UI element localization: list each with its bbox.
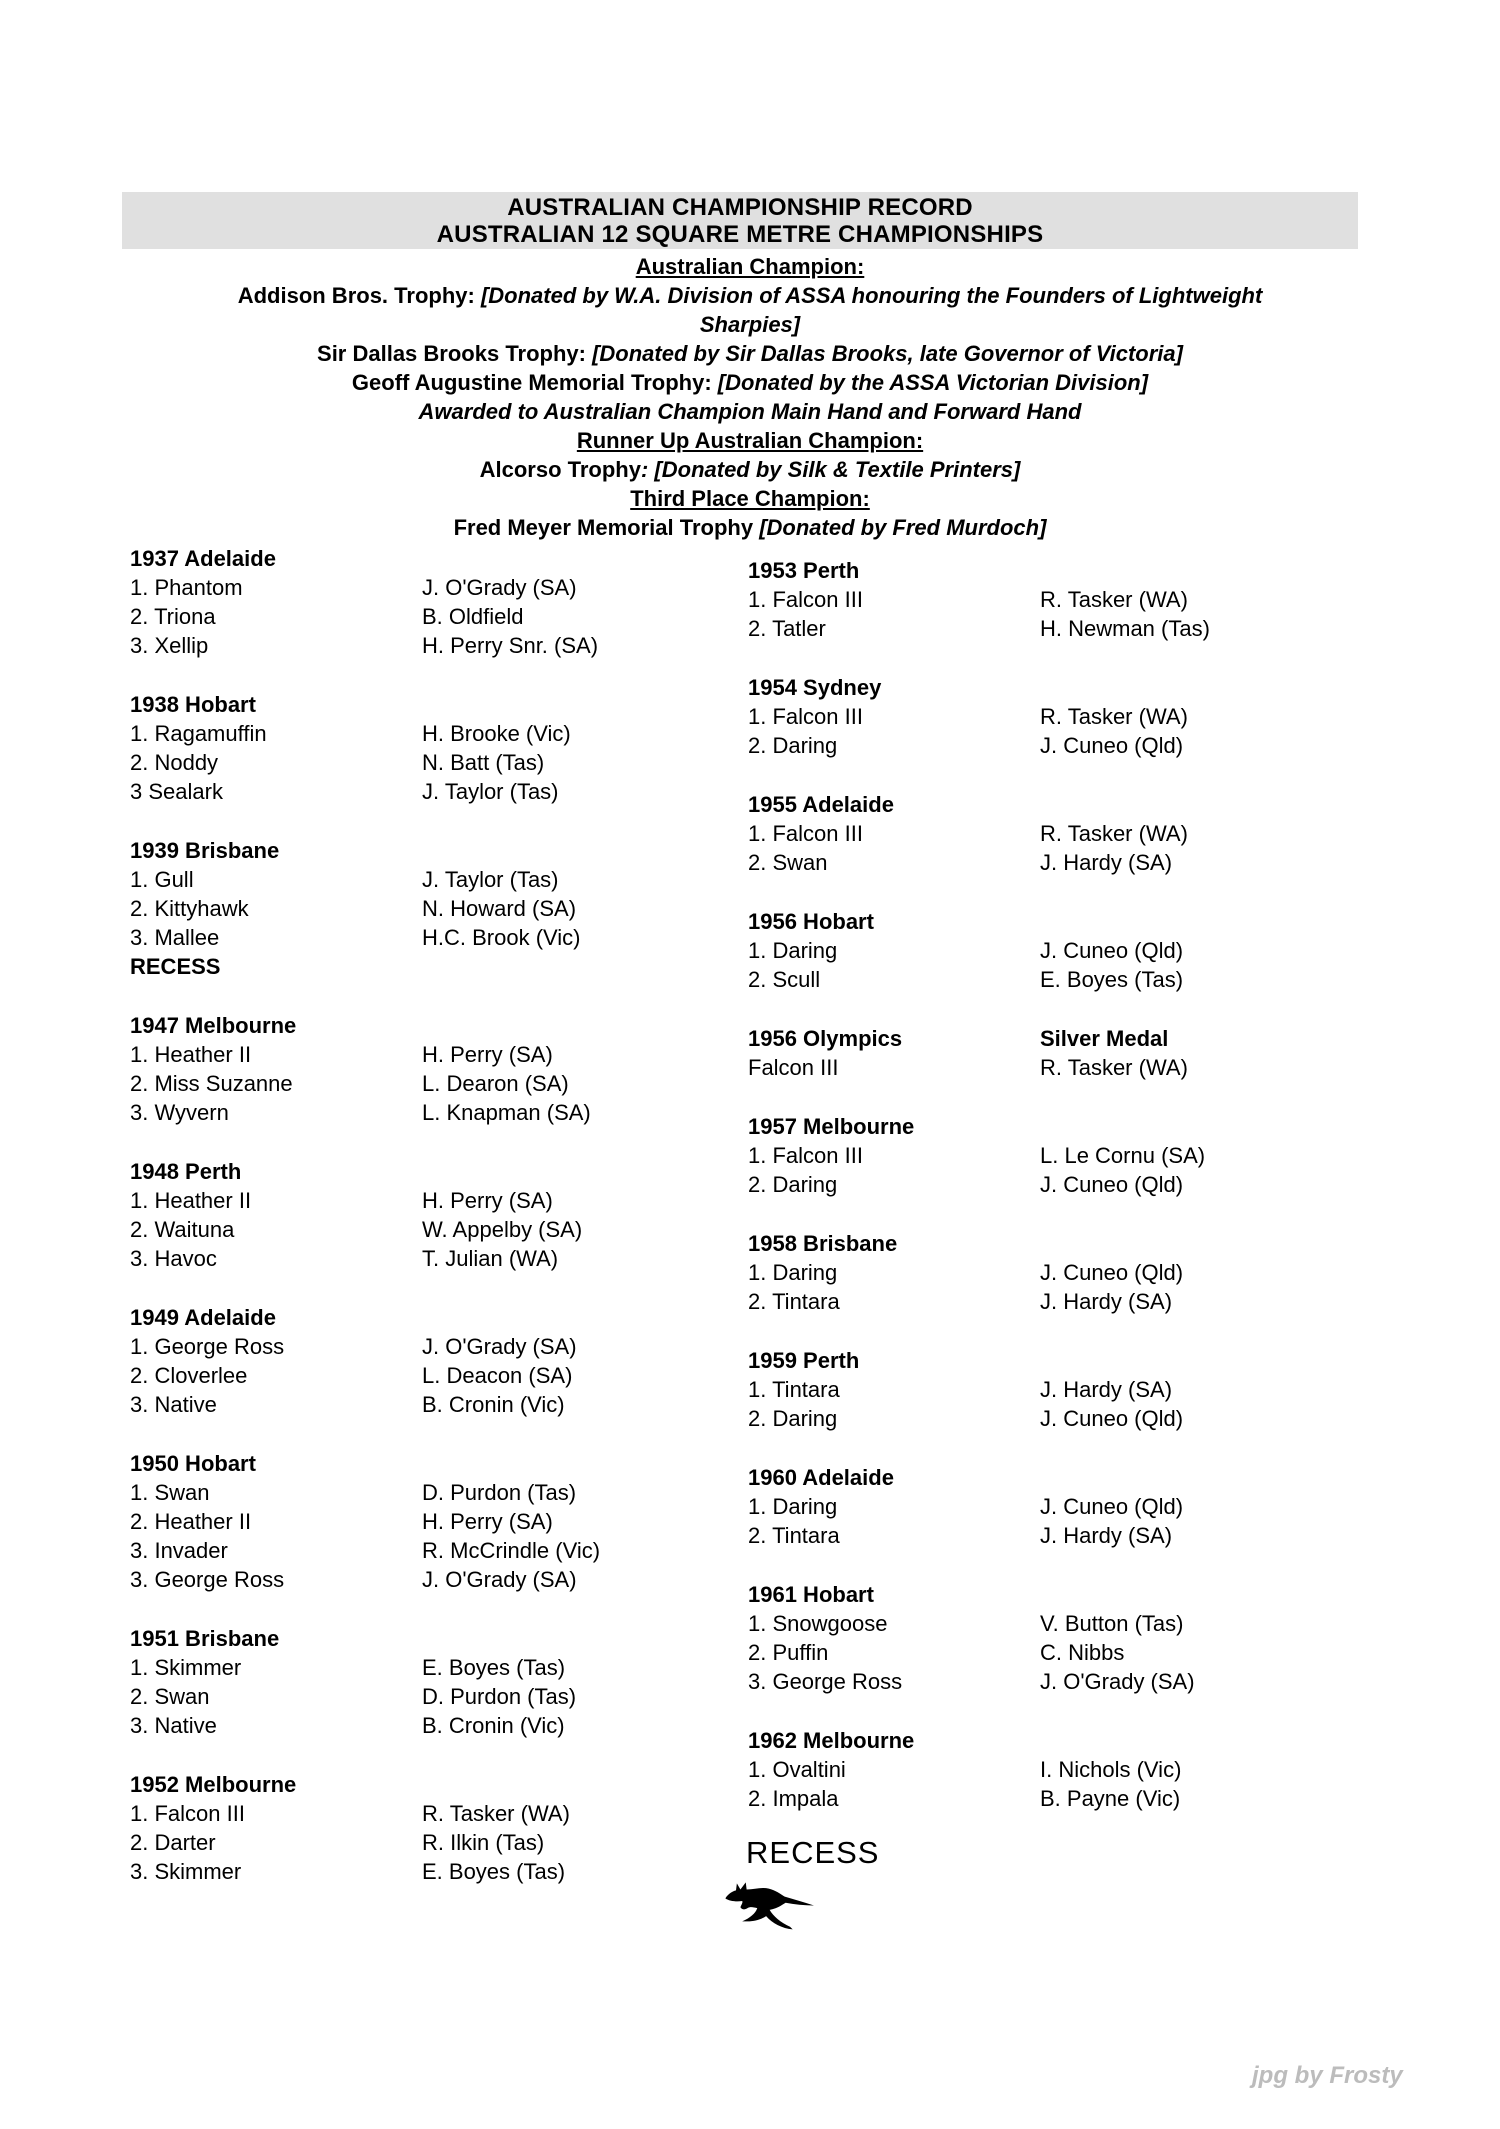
- year-block: [130, 1157, 740, 1273]
- boat-name: 1. Skimmer: [130, 1655, 242, 1680]
- boat-name: 2. Daring: [748, 1172, 838, 1197]
- result-row: [748, 702, 1388, 731]
- skipper-name: J. Cuneo (Qld): [1040, 938, 1184, 963]
- intro-text-segment: Third Place Champion:: [630, 486, 870, 511]
- boat-name: 3. Mallee: [130, 925, 220, 950]
- result-row: [748, 965, 1388, 994]
- results-column-right: [748, 556, 1388, 1813]
- year-heading: 1956 Olympics: [748, 1026, 903, 1051]
- year-heading: 1961 Hobart: [748, 1582, 874, 1607]
- result-row: [748, 1170, 1388, 1199]
- boat-name: 3. Skimmer: [130, 1859, 242, 1884]
- skipper-name: E. Boyes (Tas): [1040, 967, 1184, 992]
- boat-name: 1. Falcon III: [748, 1143, 863, 1168]
- result-row: [748, 1287, 1388, 1316]
- skipper-name: J. Cuneo (Qld): [1040, 1494, 1184, 1519]
- year-block: [748, 1024, 1388, 1082]
- boat-name: 1. Daring: [748, 938, 838, 963]
- boat-name: 1. Gull: [130, 867, 194, 892]
- intro-text-segment: Awarded to Australian Champion Main Hand and Forward Hand: [418, 399, 1082, 424]
- result-row: [748, 819, 1388, 848]
- result-row: [748, 1141, 1388, 1170]
- year-block: [748, 907, 1388, 994]
- skipper-name: V. Button (Tas): [1040, 1611, 1184, 1636]
- result-row: [130, 1478, 740, 1507]
- boat-name: 1. Daring: [748, 1494, 838, 1519]
- year-block: [748, 790, 1388, 877]
- year-block: [748, 1112, 1388, 1199]
- skipper-name: I. Nichols (Vic): [1040, 1757, 1182, 1782]
- year-heading: 1955 Adelaide: [748, 792, 894, 817]
- year-block: [130, 1303, 740, 1419]
- header-title-line1: AUSTRALIAN CHAMPIONSHIP RECORD: [507, 194, 973, 221]
- skipper-name: C. Nibbs: [1040, 1640, 1125, 1665]
- result-row: [130, 1682, 740, 1711]
- skipper-name: J. Hardy (SA): [1040, 1523, 1173, 1548]
- skipper-name: H. Perry (SA): [422, 1509, 553, 1534]
- skipper-name: L. Dearon (SA): [422, 1071, 569, 1096]
- kangaroo-icon: [712, 1878, 822, 1940]
- boat-name: 1. Falcon III: [748, 821, 863, 846]
- intro-line: [0, 339, 1500, 368]
- result-row: [130, 602, 740, 631]
- result-row: [130, 631, 740, 660]
- year-heading-row: [130, 544, 740, 573]
- skipper-name: J. Taylor (Tas): [422, 779, 559, 804]
- intro-text-segment: Sir Dallas Brooks Trophy:: [317, 341, 593, 366]
- skipper-name: R. Tasker (WA): [1040, 1055, 1188, 1080]
- year-heading-row: [130, 1770, 740, 1799]
- boat-name: 1. Falcon III: [748, 704, 863, 729]
- boat-name: 1. George Ross: [130, 1334, 285, 1359]
- intro-line: [0, 513, 1500, 542]
- boat-name: 1. Falcon III: [130, 1801, 245, 1826]
- boat-name: 1. Ragamuffin: [130, 721, 267, 746]
- result-row: [748, 1375, 1388, 1404]
- year-block: [130, 1624, 740, 1740]
- year-heading-row: [748, 1346, 1388, 1375]
- result-row: [130, 748, 740, 777]
- boat-name: 2. Miss Suzanne: [130, 1071, 293, 1096]
- result-row: [130, 894, 740, 923]
- year-heading-row: [130, 1157, 740, 1186]
- year-heading-row: [130, 1624, 740, 1653]
- boat-name: 2. Impala: [748, 1786, 839, 1811]
- boat-name: 2. Swan: [130, 1684, 210, 1709]
- year-block: [748, 1726, 1388, 1813]
- year-block: [748, 1229, 1388, 1316]
- skipper-name: J. Cuneo (Qld): [1040, 1260, 1184, 1285]
- result-row: [748, 1492, 1388, 1521]
- result-row: [748, 1755, 1388, 1784]
- skipper-name: N. Batt (Tas): [422, 750, 545, 775]
- skipper-name: R. Tasker (WA): [422, 1801, 570, 1826]
- skipper-name: T. Julian (WA): [422, 1246, 559, 1271]
- intro-text-segment: [Donated by Fred Murdoch]: [759, 515, 1047, 540]
- intro-text-segment: Alcorso Trophy: [479, 457, 641, 482]
- intro-line: [0, 281, 1500, 310]
- result-row: [748, 1258, 1388, 1287]
- result-row: [130, 1799, 740, 1828]
- boat-name: 3. Native: [130, 1713, 217, 1738]
- boat-name: 3. George Ross: [748, 1669, 903, 1694]
- year-heading: 1956 Hobart: [748, 909, 874, 934]
- intro-line: [0, 484, 1500, 513]
- boat-name: 1. Heather II: [130, 1188, 252, 1213]
- year-heading-row: [748, 1024, 1388, 1053]
- boat-name: 3. Xellip: [130, 633, 209, 658]
- year-block: [748, 673, 1388, 760]
- recess-label-bottom: RECESS: [746, 1835, 880, 1870]
- intro-line: [0, 368, 1500, 397]
- year-heading-row: [130, 1449, 740, 1478]
- year-block: [130, 544, 740, 660]
- boat-name: 2. Scull: [748, 967, 821, 992]
- skipper-name: R. Tasker (WA): [1040, 821, 1188, 846]
- result-row: [130, 719, 740, 748]
- year-heading: 1952 Melbourne: [130, 1772, 297, 1797]
- result-row: [130, 1711, 740, 1740]
- boat-name: 2. Tintara: [748, 1289, 840, 1314]
- skipper-name: J. Hardy (SA): [1040, 1289, 1173, 1314]
- year-heading-row: [130, 690, 740, 719]
- skipper-name: N. Howard (SA): [422, 896, 577, 921]
- skipper-name: B. Cronin (Vic): [422, 1713, 565, 1738]
- skipper-name: H. Perry (SA): [422, 1042, 553, 1067]
- year-heading: 1948 Perth: [130, 1159, 242, 1184]
- year-heading: 1947 Melbourne: [130, 1013, 297, 1038]
- year-heading-row: [748, 1726, 1388, 1755]
- boat-name: 2. Heather II: [130, 1509, 252, 1534]
- trophy-intro-section: [0, 252, 1500, 542]
- intro-text-segment: Runner Up Australian Champion:: [576, 428, 924, 453]
- result-row: [130, 1507, 740, 1536]
- skipper-name: J. Hardy (SA): [1040, 850, 1173, 875]
- skipper-name: H. Newman (Tas): [1040, 616, 1210, 641]
- year-block: [748, 556, 1388, 643]
- year-heading-row: [130, 1011, 740, 1040]
- watermark: jpg by Frosty: [1252, 2062, 1403, 2089]
- year-heading-row: [748, 1580, 1388, 1609]
- year-heading: 1959 Perth: [748, 1348, 860, 1373]
- year-heading-row: [748, 1229, 1388, 1258]
- year-heading-row: [748, 790, 1388, 819]
- result-row: [748, 848, 1388, 877]
- year-heading: 1960 Adelaide: [748, 1465, 894, 1490]
- intro-line: [0, 455, 1500, 484]
- year-block: [130, 1449, 740, 1594]
- year-heading-row: [748, 1112, 1388, 1141]
- intro-text-segment: [Donated by W.A. Division of ASSA honouring the Founders of Lightweight: [480, 283, 1263, 308]
- result-row: [130, 923, 740, 952]
- boat-name: 2. Tintara: [748, 1523, 840, 1548]
- boat-name: 2. Cloverlee: [130, 1363, 248, 1388]
- year-heading: 1954 Sydney: [748, 675, 882, 700]
- intro-text-segment: : [Donated by Silk & Textile Printers]: [640, 457, 1021, 482]
- year-heading-row: [748, 907, 1388, 936]
- intro-text-segment: Sharpies]: [699, 312, 801, 337]
- skipper-name: E. Boyes (Tas): [422, 1859, 566, 1884]
- result-row: [130, 1244, 740, 1273]
- result-row: [748, 1638, 1388, 1667]
- boat-name: 2. Daring: [748, 733, 838, 758]
- year-heading: 1957 Melbourne: [748, 1114, 915, 1139]
- skipper-name: J. Cuneo (Qld): [1040, 1406, 1184, 1431]
- skipper-name: D. Purdon (Tas): [422, 1480, 577, 1505]
- skipper-name: J. O'Grady (SA): [1040, 1669, 1195, 1694]
- year-heading-row: [130, 1303, 740, 1332]
- medal-heading: Silver Medal: [1040, 1026, 1169, 1051]
- results-column-left: [130, 544, 740, 1886]
- boat-name: 2. Darter: [130, 1830, 216, 1855]
- skipper-name: L. Knapman (SA): [422, 1100, 591, 1125]
- skipper-name: J. O'Grady (SA): [422, 1334, 577, 1359]
- result-row: [748, 585, 1388, 614]
- skipper-name: R. Tasker (WA): [1040, 704, 1188, 729]
- skipper-name: R. Ilkin (Tas): [422, 1830, 545, 1855]
- skipper-name: H. Perry Snr. (SA): [422, 633, 599, 658]
- year-block: [748, 1463, 1388, 1550]
- boat-name: 2. Swan: [748, 850, 828, 875]
- result-row: [130, 1040, 740, 1069]
- result-row: [748, 731, 1388, 760]
- skipper-name: H. Brooke (Vic): [422, 721, 571, 746]
- intro-text-segment: Geoff Augustine Memorial Trophy:: [351, 370, 718, 395]
- intro-text-segment: [Donated by Sir Dallas Brooks, late Governor of Victoria]: [592, 341, 1183, 366]
- boat-name: 3. Native: [130, 1392, 217, 1417]
- boat-name: 2. Tatler: [748, 616, 826, 641]
- boat-name: 1. Ovaltini: [748, 1757, 846, 1782]
- result-row: [748, 1521, 1388, 1550]
- intro-line: [0, 252, 1500, 281]
- year-heading: 1958 Brisbane: [748, 1231, 898, 1256]
- result-row: [130, 865, 740, 894]
- boat-name: 1. Snowgoose: [748, 1611, 888, 1636]
- result-row: [748, 614, 1388, 643]
- result-row: [748, 936, 1388, 965]
- boat-name: 3. Invader: [130, 1538, 228, 1563]
- boat-name: 1. Phantom: [130, 575, 243, 600]
- result-row: [130, 1857, 740, 1886]
- year-heading: 1951 Brisbane: [130, 1626, 280, 1651]
- result-row: [130, 1536, 740, 1565]
- intro-text-segment: [Donated by the ASSA Victorian Division]: [717, 370, 1149, 395]
- skipper-name: B. Oldfield: [422, 604, 524, 629]
- result-row: [130, 1653, 740, 1682]
- year-block: [748, 1346, 1388, 1433]
- result-row: [130, 1186, 740, 1215]
- year-heading-row: [748, 1463, 1388, 1492]
- boat-name: 2. Kittyhawk: [130, 896, 249, 921]
- year-heading: 1953 Perth: [748, 558, 860, 583]
- year-heading: 1962 Melbourne: [748, 1728, 915, 1753]
- year-block: [130, 1770, 740, 1886]
- result-row: [130, 1215, 740, 1244]
- result-row: [130, 1828, 740, 1857]
- header-title-line2: AUSTRALIAN 12 SQUARE METRE CHAMPIONSHIPS: [436, 221, 1044, 248]
- year-heading: 1950 Hobart: [130, 1451, 256, 1476]
- result-row: [130, 1565, 740, 1594]
- skipper-name: J. O'Grady (SA): [422, 1567, 577, 1592]
- skipper-name: B. Payne (Vic): [1040, 1786, 1181, 1811]
- year-heading: 1949 Adelaide: [130, 1305, 276, 1330]
- year-block: [748, 1580, 1388, 1696]
- result-row: [748, 1667, 1388, 1696]
- skipper-name: J. O'Grady (SA): [422, 575, 577, 600]
- boat-name: 2. Noddy: [130, 750, 219, 775]
- boat-name: Falcon III: [748, 1055, 839, 1080]
- result-row: [130, 777, 740, 806]
- result-row: [130, 1332, 740, 1361]
- skipper-name: H.C. Brook (Vic): [422, 925, 581, 950]
- boat-name: 1. Tintara: [748, 1377, 840, 1402]
- boat-name: 1. Falcon III: [748, 587, 863, 612]
- championship-header-bar: [122, 192, 1358, 249]
- boat-name: 1. Heather II: [130, 1042, 252, 1067]
- year-block: [130, 690, 740, 806]
- year-heading: 1937 Adelaide: [130, 546, 276, 571]
- result-row: [130, 1069, 740, 1098]
- result-row: [130, 1098, 740, 1127]
- year-heading-row: [748, 673, 1388, 702]
- skipper-name: E. Boyes (Tas): [422, 1655, 566, 1680]
- boat-name: 3. Havoc: [130, 1246, 217, 1271]
- skipper-name: D. Purdon (Tas): [422, 1684, 577, 1709]
- year-heading: 1938 Hobart: [130, 692, 256, 717]
- year-heading-row: [748, 556, 1388, 585]
- intro-line: [0, 426, 1500, 455]
- skipper-name: J. Cuneo (Qld): [1040, 733, 1184, 758]
- boat-name: 3 Sealark: [130, 779, 223, 804]
- boat-name: 1. Swan: [130, 1480, 210, 1505]
- skipper-name: J. Taylor (Tas): [422, 867, 559, 892]
- boat-name: 3. Wyvern: [130, 1100, 229, 1125]
- intro-text-segment: Addison Bros. Trophy:: [237, 283, 481, 308]
- boat-name: 2. Puffin: [748, 1640, 829, 1665]
- skipper-name: H. Perry (SA): [422, 1188, 553, 1213]
- recess-label: RECESS: [130, 954, 221, 979]
- skipper-name: J. Cuneo (Qld): [1040, 1172, 1184, 1197]
- boat-name: 2. Daring: [748, 1406, 838, 1431]
- boat-name: 1. Daring: [748, 1260, 838, 1285]
- year-heading-row: [130, 836, 740, 865]
- skipper-name: J. Hardy (SA): [1040, 1377, 1173, 1402]
- skipper-name: B. Cronin (Vic): [422, 1392, 565, 1417]
- boat-name: 3. George Ross: [130, 1567, 285, 1592]
- boat-name: 2. Triona: [130, 604, 216, 629]
- year-heading: 1939 Brisbane: [130, 838, 280, 863]
- result-row: [748, 1784, 1388, 1813]
- skipper-name: W. Appelby (SA): [422, 1217, 583, 1242]
- result-row: [130, 1390, 740, 1419]
- result-row: [748, 1404, 1388, 1433]
- intro-text-segment: Australian Champion:: [635, 254, 865, 279]
- boat-name: 2. Waituna: [130, 1217, 235, 1242]
- intro-text-segment: Fred Meyer Memorial Trophy: [453, 515, 760, 540]
- result-row: [130, 573, 740, 602]
- year-block: [130, 1011, 740, 1127]
- intro-line: [0, 310, 1500, 339]
- intro-line: [0, 397, 1500, 426]
- year-block: [130, 836, 740, 981]
- result-row: [130, 1361, 740, 1390]
- result-row: [748, 1609, 1388, 1638]
- skipper-name: L. Deacon (SA): [422, 1363, 573, 1388]
- skipper-name: R. Tasker (WA): [1040, 587, 1188, 612]
- skipper-name: L. Le Cornu (SA): [1040, 1143, 1206, 1168]
- result-row: [748, 1053, 1388, 1082]
- skipper-name: R. McCrindle (Vic): [422, 1538, 601, 1563]
